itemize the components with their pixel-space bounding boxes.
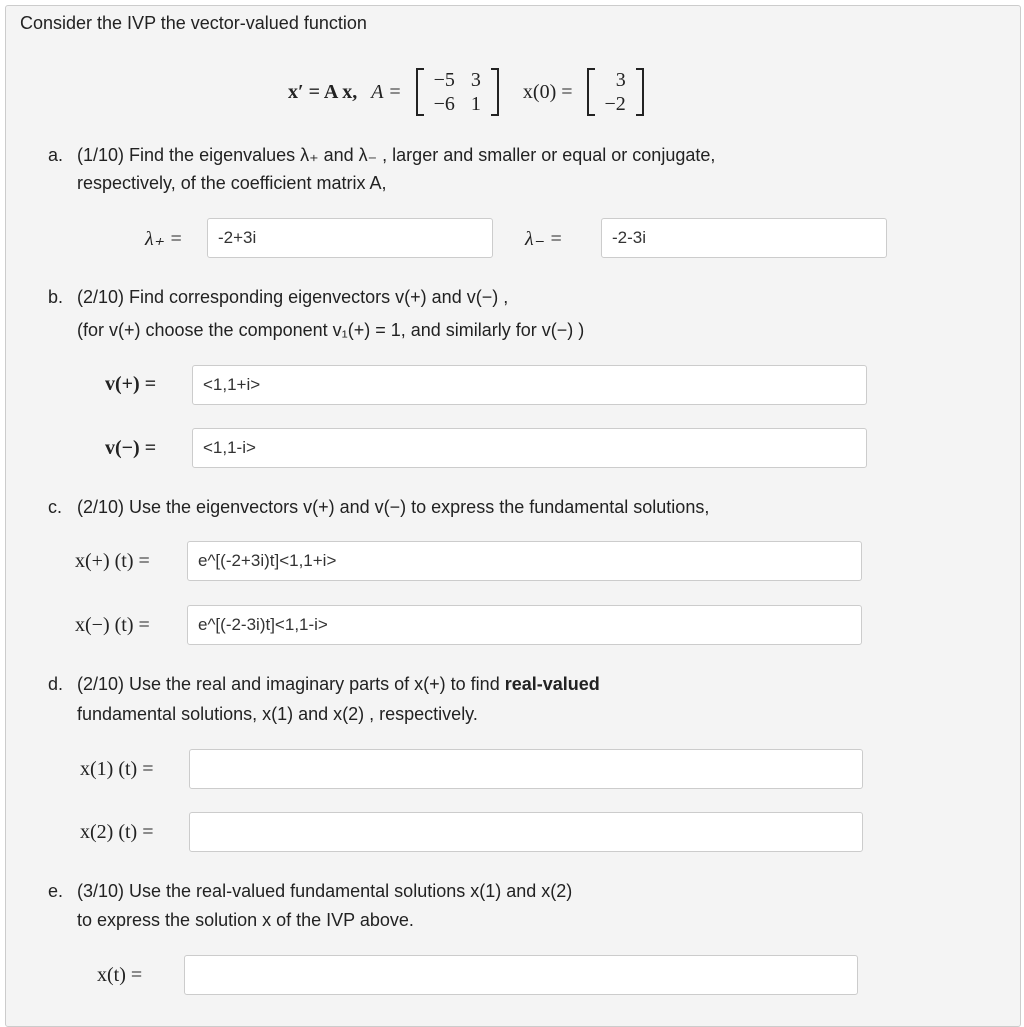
x-minus-label: x(−) (t) = <box>75 614 150 636</box>
matrix-label: A = <box>371 80 402 103</box>
part-e-text2: to express the solution x of the IVP above. <box>77 910 414 930</box>
part-b-text: (2/10) Find corresponding eigenvectors v(+) and v(−) , <box>77 287 509 307</box>
part-b-text2: (for v(+) choose the component v₁(+) = 1, and similarly for v(−) ) <box>77 320 585 340</box>
ode: x′ = A x, <box>288 80 358 103</box>
part-d-prefix: d. <box>48 674 64 694</box>
part-c-text: (2/10) Use the eigenvectors v(+) and v(−) to express the fundamental solutions, <box>77 497 710 517</box>
lambda-plus-label: λ₊ = <box>145 228 183 250</box>
v-minus-input[interactable] <box>192 428 867 468</box>
part-a-text: (1/10) Find the eigenvalues λ₊ and λ₋ , larger and smaller or equal or conjugate, <box>77 145 716 165</box>
part-a-prefix: a. <box>48 145 64 165</box>
x1-label: x(1) (t) = <box>80 758 154 780</box>
x-solution-label: x(t) = <box>97 964 143 986</box>
initial-vector: 3 −2 <box>587 68 644 116</box>
ivp-equation <box>288 62 644 122</box>
x2-label: x(2) (t) = <box>80 821 154 843</box>
part-e-prefix: e. <box>48 881 64 901</box>
part-b-prefix: b. <box>48 287 64 307</box>
problem-title: Consider the IVP the vector-valued function <box>20 13 367 33</box>
matrix-a: −5 3 −6 1 <box>416 68 499 116</box>
x-minus-input[interactable] <box>187 605 862 645</box>
v-minus-label: v(−) = <box>105 437 157 459</box>
part-c-prefix: c. <box>48 497 63 517</box>
part-d-text2: fundamental solutions, x(1) and x(2) , respectively. <box>77 704 478 724</box>
v-plus-label: v(+) = <box>105 373 157 395</box>
lambda-minus-label: λ₋ = <box>525 228 563 250</box>
part-d-text-a: (2/10) Use the real and imaginary parts of x(+) to find <box>77 674 505 694</box>
part-e-text: (3/10) Use the real-valued fundamental solutions x(1) and x(2) <box>77 881 573 901</box>
x-plus-input[interactable] <box>187 541 862 581</box>
x-solution-input[interactable] <box>184 955 858 995</box>
part-a-text2: respectively, of the coefficient matrix A, <box>77 173 387 193</box>
part-d-text <box>77 674 600 695</box>
x2-input[interactable] <box>189 812 863 852</box>
x1-input[interactable] <box>189 749 863 789</box>
lambda-minus-input[interactable] <box>601 218 887 258</box>
part-d-emphasis: real-valued <box>504 674 600 694</box>
x-plus-label: x(+) (t) = <box>75 550 150 572</box>
initial-label: x(0) = <box>522 80 573 103</box>
v-plus-input[interactable] <box>192 365 867 405</box>
lambda-plus-input[interactable] <box>207 218 493 258</box>
